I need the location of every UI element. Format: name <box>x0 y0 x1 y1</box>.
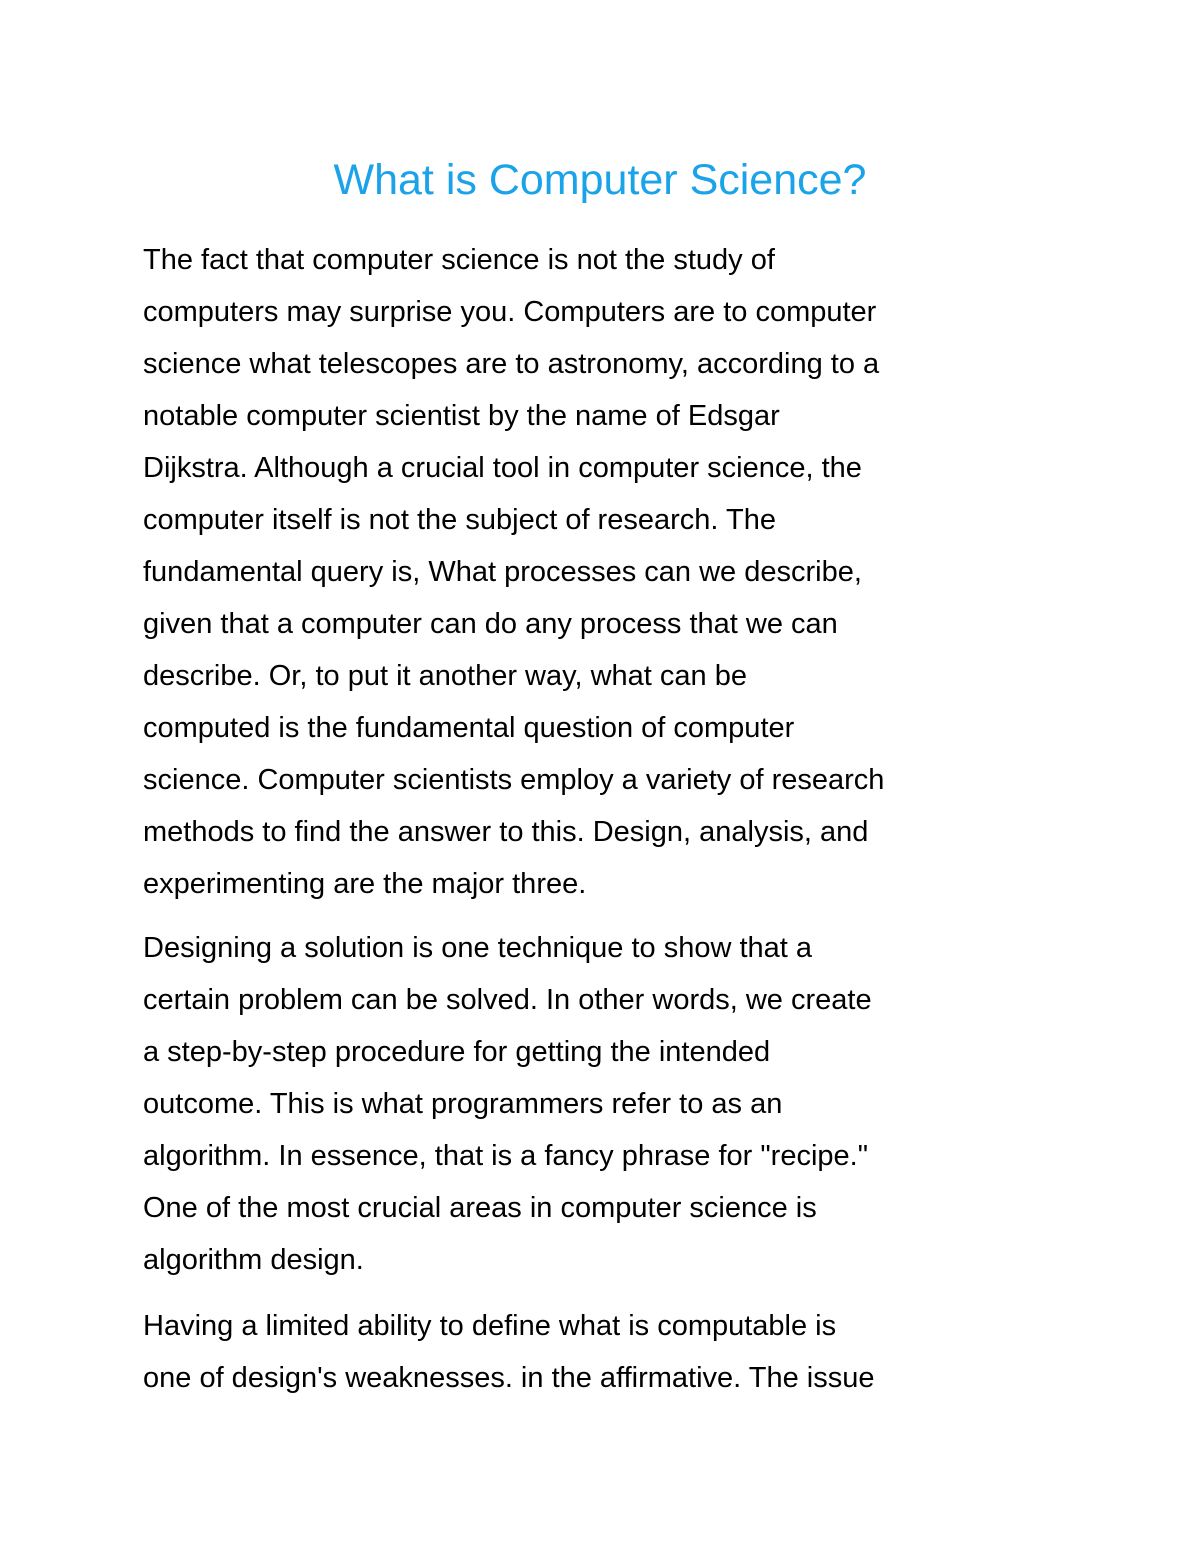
text-line: one of design's weaknesses. in the affirmative. The issue <box>143 1362 875 1394</box>
text-line: notable computer scientist by the name of Edsgar <box>143 400 780 432</box>
page-title: What is Computer Science? <box>333 156 867 204</box>
text-line: given that a computer can do any process that we can <box>143 608 838 640</box>
text-line: algorithm design. <box>143 1244 364 1276</box>
text-line: computed is the fundamental question of computer <box>143 712 795 744</box>
text-line: The fact that computer science is not the study of <box>143 244 775 276</box>
text-line: science what telescopes are to astronomy, according to a <box>143 348 880 380</box>
text-line: describe. Or, to put it another way, what can be <box>143 660 747 692</box>
text-line: certain problem can be solved. In other words, we create <box>143 984 872 1016</box>
text-line: Having a limited ability to define what is computable is <box>143 1310 837 1342</box>
text-line: fundamental query is, What processes can we describe, <box>143 556 862 588</box>
paragraph-2 <box>143 922 1073 1286</box>
paragraph-3 <box>143 1300 1073 1404</box>
text-line: computers may surprise you. Computers are to computer <box>143 296 877 328</box>
text-line: science. Computer scientists employ a variety of research <box>143 764 885 796</box>
text-line: Dijkstra. Although a crucial tool in computer science, the <box>143 452 862 484</box>
text-line: outcome. This is what programmers refer to as an <box>143 1088 783 1120</box>
text-line: experimenting are the major three. <box>143 868 587 900</box>
text-line: methods to find the answer to this. Design, analysis, and <box>143 816 869 848</box>
text-line: algorithm. In essence, that is a fancy phrase for "recipe." <box>143 1140 868 1172</box>
text-line: One of the most crucial areas in computer science is <box>143 1192 817 1224</box>
text-line: Designing a solution is one technique to show that a <box>143 932 813 964</box>
paragraph-1 <box>143 234 1073 910</box>
text-line: computer itself is not the subject of research. The <box>143 504 776 536</box>
text-line: a step-by-step procedure for getting the intended <box>143 1036 771 1068</box>
